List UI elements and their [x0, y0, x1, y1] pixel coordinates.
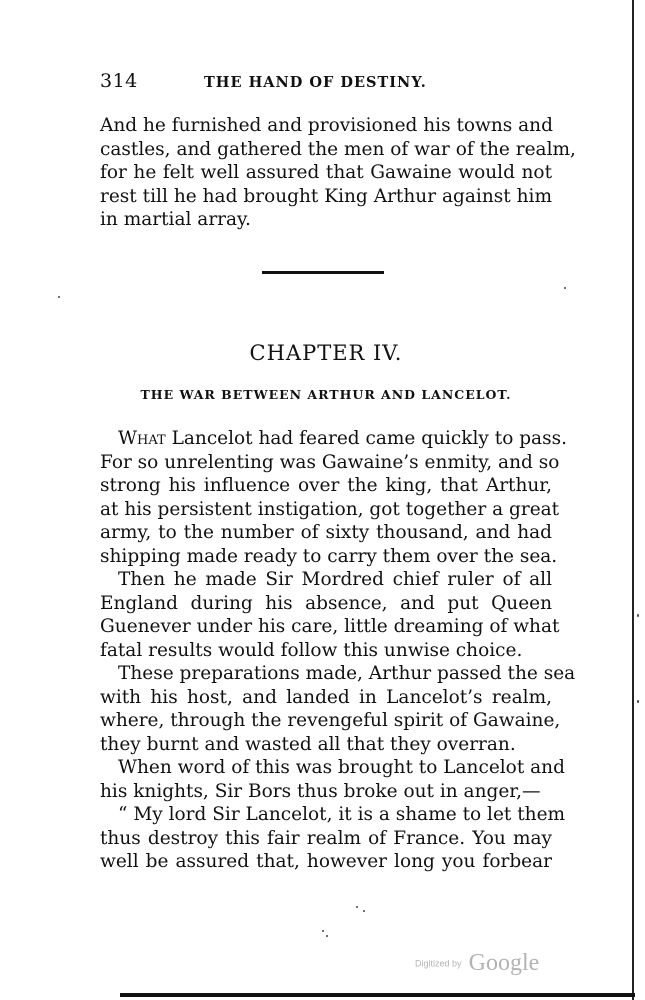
first-line-rest: Lancelot had feared came quickly to pass.: [165, 428, 567, 449]
text-line: at his persistent instigation, got together a great: [100, 498, 560, 520]
running-title: THE HAND OF DESTINY.: [204, 74, 427, 91]
text-line: Guenever under his care, little dreaming of what: [100, 616, 560, 637]
scan-speck: [58, 296, 60, 298]
scan-speck: [637, 614, 639, 617]
text-line: England during his absence, and put Queen: [100, 592, 552, 614]
text-line: for he felt well assured that Gawaine would not: [100, 162, 552, 183]
text-line: fatal results would follow this unwise choice.: [100, 639, 523, 661]
text-line: rest till he had brought King Arthur against him: [100, 185, 552, 207]
scan-speck: [322, 930, 324, 932]
text-line: his knights, Sir Bors thus broke out in anger,—: [100, 780, 541, 802]
opening-paragraph: [100, 114, 576, 232]
text-line: [100, 427, 567, 451]
text-line: “ My lord Sir Lancelot, it is a shame to let them: [118, 804, 566, 825]
watermark-logo: Google: [468, 950, 540, 976]
scan-speck: [326, 935, 328, 937]
text-line: For so unrelenting was Gawaine’s enmity, and so: [100, 451, 560, 473]
text-line: army, to the number of sixty thousand, and had: [100, 522, 552, 543]
watermark-prefix: Digitized by: [415, 958, 462, 969]
chapter-title: CHAPTER IV.: [249, 341, 403, 365]
page-edge-right: [632, 0, 634, 1000]
text-line: And he furnished and provisioned his towns and: [100, 115, 553, 136]
opening-word: What: [118, 428, 166, 449]
section-divider: [262, 271, 384, 274]
text-line: with his host, and landed in Lancelot’s realm,: [100, 686, 552, 708]
text-line: where, through the revengeful spirit of Gawaine,: [100, 710, 561, 731]
chapter-body: [100, 427, 576, 874]
digitization-watermark: [415, 950, 539, 980]
text-line: Then he made Sir Mordred chief ruler of all: [118, 569, 552, 590]
text-line: These preparations made, Arthur passed the sea: [118, 663, 576, 684]
page-number: 314: [100, 70, 138, 92]
text-line: well be assured that, however long you forbear: [100, 851, 552, 872]
text-line: When word of this was brought to Lancelot and: [118, 757, 565, 778]
page-edge-bottom: [120, 993, 635, 997]
chapter-subtitle: THE WAR BETWEEN ARTHUR AND LANCELOT.: [140, 387, 512, 402]
text-line: shipping made ready to carry them over the sea.: [100, 545, 558, 567]
text-line: strong his influence over the king, that Arthur,: [100, 475, 552, 496]
text-line: they burnt and wasted all that they overran.: [100, 733, 516, 755]
text-line: in martial array.: [100, 209, 251, 230]
text-line: thus destroy this fair realm of France. You may: [100, 827, 552, 849]
running-header: [100, 70, 548, 98]
scan-speck: [356, 906, 358, 908]
text-line: castles, and gathered the men of war of the realm,: [100, 138, 576, 160]
scan-speck: [637, 700, 639, 703]
scan-speck: [363, 910, 365, 912]
scan-speck: [564, 287, 566, 289]
